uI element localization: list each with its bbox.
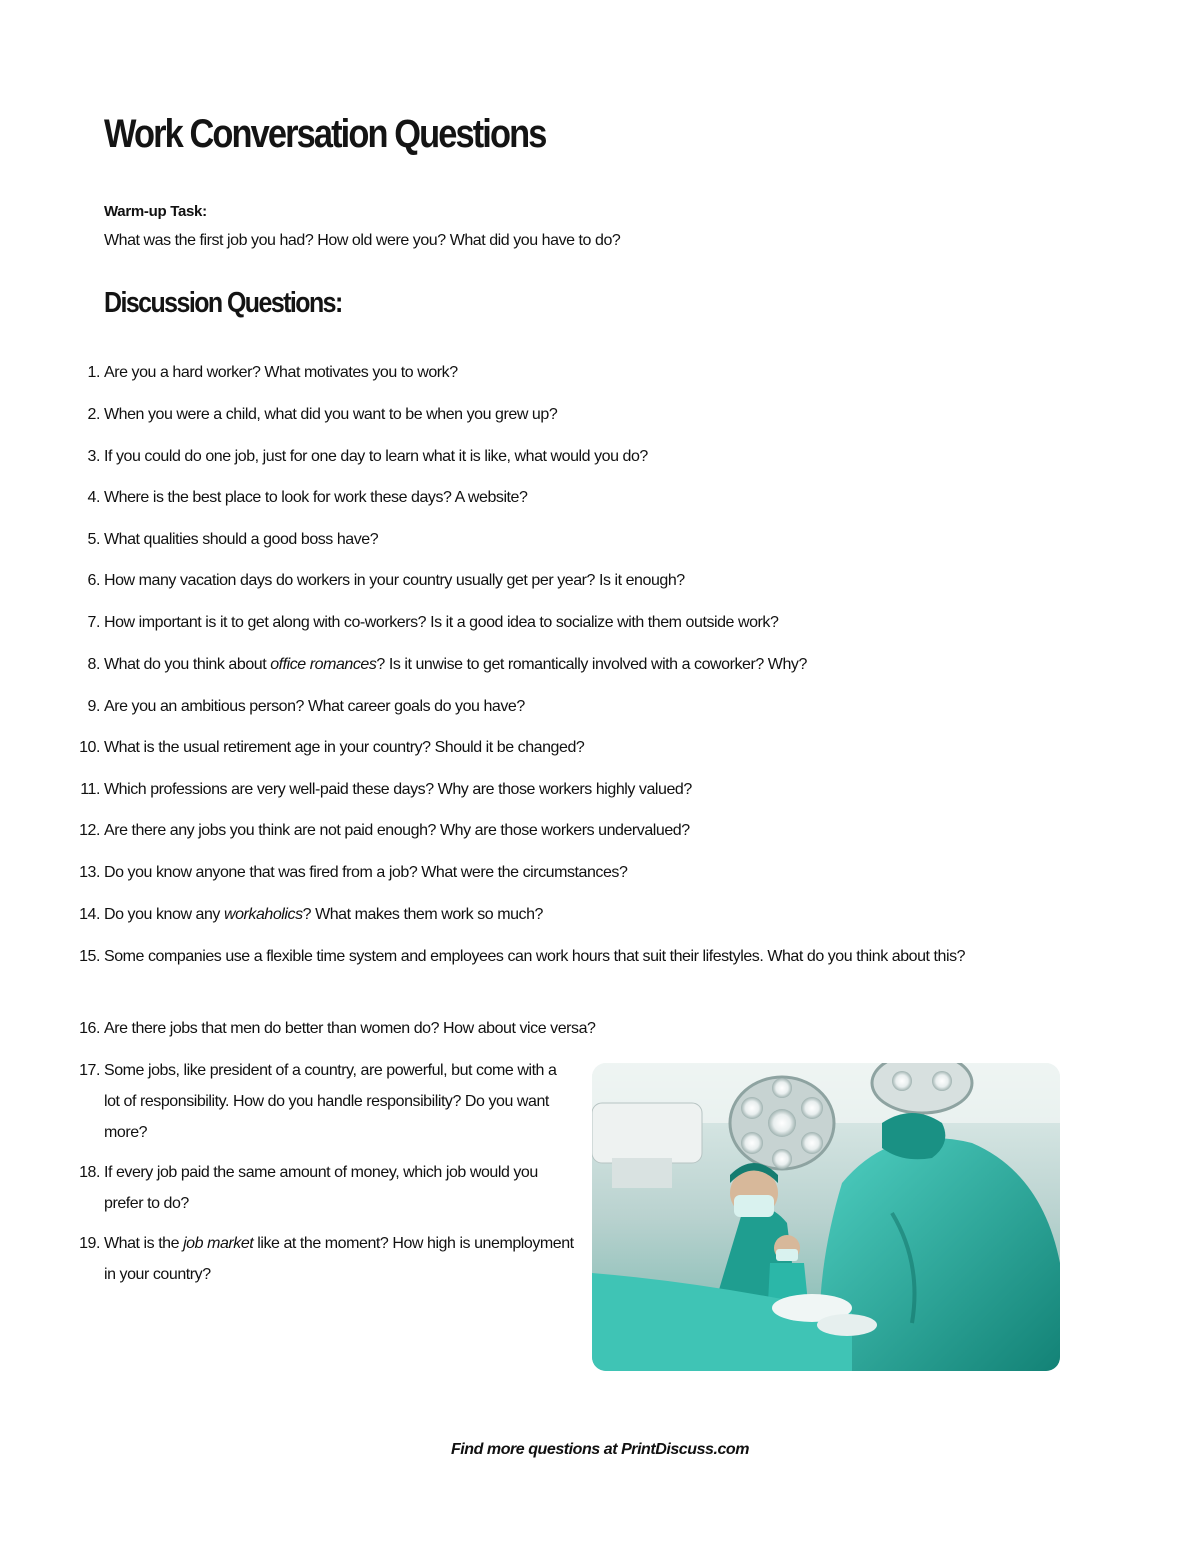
question-number: 7. [87,614,100,631]
question-11 [80,774,692,805]
question-text-pre: What is the [104,1235,184,1252]
question-text: How many vacation days do workers in your country usually get per year? Is it enough? [104,572,685,589]
question-number: 18. [79,1164,100,1181]
footer-note: Find more questions at PrintDiscuss.com [450,1441,750,1458]
question-4 [87,482,528,513]
question-number: 12. [79,822,100,839]
question-number: 9. [87,698,100,715]
question-text-post: like at the moment? How high is unemployment in your country? [104,1235,574,1283]
warmup-label: Warm-up Task: [104,203,207,220]
question-text: Some companies use a flexible time system and employees can work hours that suit their lifestyles. What do you think about this? [104,948,966,965]
question-text: What is the usual retirement age in your country? Should it be changed? [104,739,585,756]
question-10 [79,732,585,763]
question-text-post: ? What makes them work so much? [302,906,543,923]
warmup-text: What was the first job you had? How old were you? What did you have to do? [104,232,621,249]
question-17 [79,1055,574,1148]
question-text: Are you a hard worker? What motivates you to work? [104,364,458,381]
question-text: Which professions are very well-paid these days? Why are those workers highly valued? [104,781,692,798]
question-7 [87,607,779,638]
question-text: When you were a child, what did you want to be when you grew up? [104,406,558,423]
question-italic-term: workaholics [223,906,303,923]
question-number: 17. [79,1062,100,1079]
question-text-post: ? Is it unwise to get romantically involved with a coworker? Why? [376,656,807,673]
question-text: Some jobs, like president of a country, are powerful, but come with a lot of responsibility. How do you handle responsibility? Do you want more? [104,1062,557,1141]
question-14 [79,899,543,930]
question-19 [79,1228,574,1290]
question-number: 14. [79,906,100,923]
surgeons-photo-illustration [592,1063,1060,1371]
question-6 [87,565,685,596]
question-italic-term: job market [183,1235,254,1252]
question-number: 13. [79,864,100,881]
question-15 [79,941,1044,972]
question-text: Are there jobs that men do better than women do? How about vice versa? [104,1020,596,1037]
surgical-lamp [730,1077,834,1169]
question-16 [79,1013,596,1044]
question-number: 8. [87,656,100,673]
question-text: If you could do one job, just for one day to learn what it is like, what would you do? [104,448,648,465]
question-number: 6. [87,572,100,589]
question-number: 1. [87,364,100,381]
question-text: Where is the best place to look for work these days? A website? [104,489,528,506]
question-number: 15. [79,948,100,965]
surgeons-photo [592,1063,1060,1371]
question-number: 16. [79,1020,100,1037]
page-title: Work Conversation Questions [104,112,546,156]
question-number: 19. [79,1235,100,1252]
question-number: 10. [79,739,100,756]
discussion-heading: Discussion Questions: [104,287,342,319]
question-text: If every job paid the same amount of money, which job would you prefer to do? [104,1164,538,1212]
question-2 [87,399,558,430]
question-number: 2. [87,406,100,423]
question-5 [87,524,379,555]
question-text: How important is it to get along with co-workers? Is it a good idea to socialize with them outside work? [104,614,779,631]
question-italic-term: office romances [270,656,377,673]
question-text: Are you an ambitious person? What career goals do you have? [104,698,525,715]
question-9 [87,691,525,722]
question-12 [79,815,690,846]
question-number: 4. [87,489,100,506]
question-text: Do you know anyone that was fired from a job? What were the circumstances? [104,864,628,881]
question-3 [87,441,648,472]
surgical-lamp-2 [872,1063,972,1113]
question-text: What qualities should a good boss have? [104,531,379,548]
question-text: Are there any jobs you think are not paid enough? Why are those workers undervalued? [104,822,690,839]
question-8 [87,649,807,680]
question-18 [79,1157,574,1219]
question-number: 11. [80,781,100,798]
question-13 [79,857,628,888]
question-number: 5. [87,531,100,548]
question-text-pre: Do you know any [104,906,224,923]
question-1 [87,357,458,388]
question-number: 3. [87,448,100,465]
question-text-pre: What do you think about [104,656,271,673]
